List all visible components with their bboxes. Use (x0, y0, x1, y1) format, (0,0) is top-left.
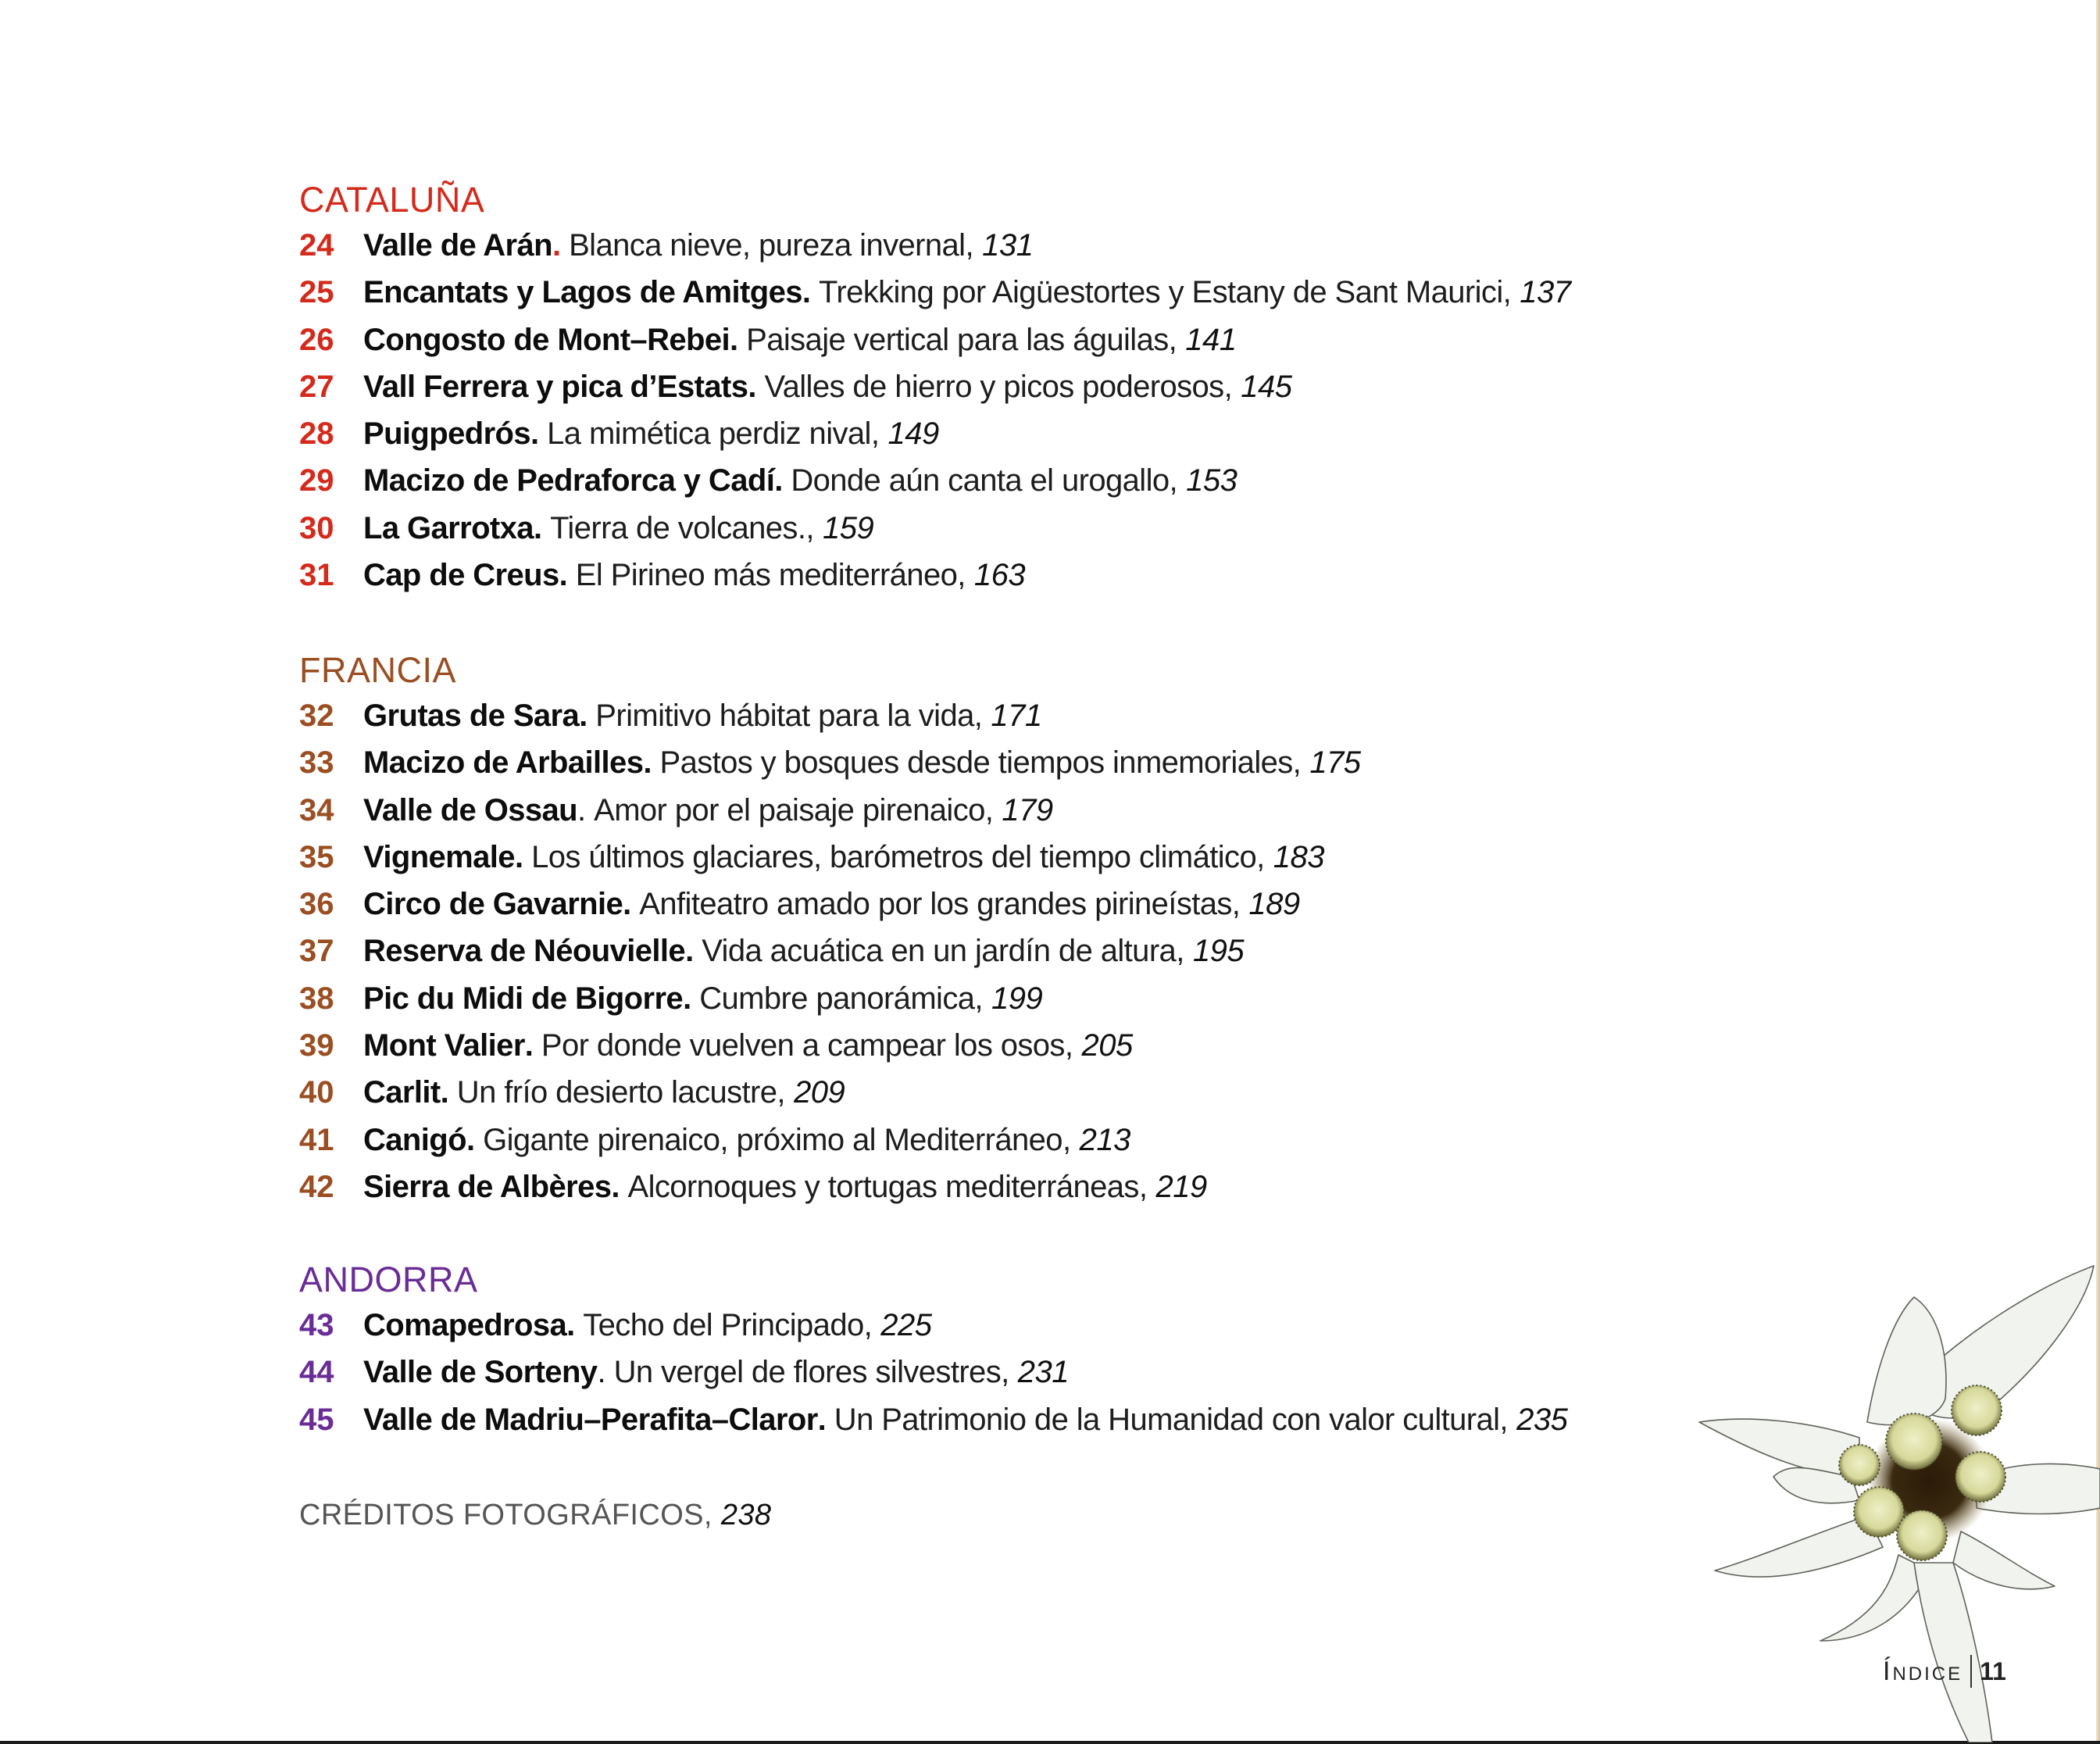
entry-title: Congosto de Mont–Rebei (363, 322, 730, 357)
entry-number: 31 (299, 558, 334, 593)
entry-number: 39 (299, 1028, 334, 1063)
entry-title: Pic du Midi de Bigorre (363, 981, 684, 1016)
entry-page: 153 (1186, 463, 1238, 499)
entry-dot: . (552, 228, 562, 263)
entry-page: 231 (1017, 1355, 1069, 1390)
entry-title: Grutas de Sara (363, 699, 580, 733)
entry-title: Mont Valier (363, 1028, 525, 1063)
section-francia (299, 649, 1361, 1210)
entry-dot: . (802, 275, 811, 310)
entry-description: Por donde vuelven a campear los osos, (541, 1028, 1073, 1063)
entry-dot: . (623, 887, 632, 922)
entry-page: 145 (1241, 369, 1292, 404)
toc-entry[interactable] (299, 552, 1571, 599)
entry-number: 28 (299, 416, 334, 452)
entry-dot: . (685, 934, 695, 969)
entry-number: 42 (299, 1169, 334, 1204)
entry-page: 209 (794, 1075, 845, 1110)
toc-entry[interactable] (299, 1022, 1361, 1069)
entry-description: Los últimos glaciares, barómetros del tiempo climático, (531, 839, 1265, 874)
entry-number: 26 (299, 322, 334, 357)
entry-dot: . (533, 510, 543, 545)
entry-title: La Garrotxa (363, 510, 534, 545)
entry-number: 40 (299, 1075, 334, 1110)
entry-page: 235 (1516, 1402, 1568, 1437)
toc-entry[interactable] (299, 269, 1571, 316)
entry-page: 131 (982, 228, 1034, 263)
entry-title: Valle de Madriu–Perafita–Claror (363, 1402, 818, 1437)
entry-description: Amor por el paisaje pirenaico, (594, 792, 994, 827)
entry-title: Encantats y Lagos de Amitges (363, 275, 802, 310)
toc-entry[interactable] (299, 834, 1361, 881)
toc-entry[interactable] (299, 1163, 1361, 1210)
photo-credits-entry[interactable] (299, 1499, 771, 1532)
entry-number: 29 (299, 463, 334, 499)
entry-page: 189 (1248, 887, 1300, 922)
entry-page: 225 (880, 1308, 932, 1342)
entry-page: 199 (991, 981, 1043, 1016)
toc-entry[interactable] (299, 787, 1361, 834)
entry-number: 25 (299, 275, 334, 310)
entry-dot: . (683, 981, 692, 1016)
toc-entry[interactable] (299, 1302, 1567, 1349)
credits-page: 238 (720, 1499, 772, 1531)
entry-description: Alcornoques y tortugas mediterráneas, (627, 1169, 1148, 1204)
entry-title: Valle de Sorteny (363, 1355, 598, 1390)
entry-number: 30 (299, 510, 334, 545)
entry-description: Trekking por Aigüestortes y Estany de Sant Maurici, (819, 275, 1512, 310)
entry-dot: . (440, 1075, 449, 1110)
entry-title: Macizo de Pedraforca y Cadí (363, 463, 775, 499)
entry-page: 195 (1192, 934, 1245, 969)
toc-entry[interactable] (299, 316, 1571, 363)
entry-description: Primitivo hábitat para la vida, (595, 699, 983, 733)
entry-title: Valle de Arán (363, 228, 552, 263)
toc-entry[interactable] (299, 881, 1361, 927)
toc-entry[interactable] (299, 975, 1361, 1022)
entry-page: 205 (1081, 1028, 1133, 1063)
section-heading: ANDORRA (299, 1260, 478, 1299)
toc-entry[interactable] (299, 505, 1571, 552)
entry-page: 213 (1079, 1122, 1130, 1157)
section-andorra (299, 1258, 1567, 1443)
entry-dot: . (730, 322, 739, 357)
entry-dot: . (524, 1028, 534, 1063)
entry-number: 37 (299, 934, 334, 969)
entry-number: 32 (299, 699, 334, 733)
entry-title: Puigpedrós (363, 416, 531, 452)
toc-entry[interactable] (299, 1117, 1361, 1163)
entry-title: Macizo de Arbailles (363, 745, 644, 781)
entry-page: 219 (1155, 1169, 1207, 1204)
footer-section-label: Índice (1883, 1656, 1963, 1686)
entry-page: 149 (888, 416, 939, 452)
entry-description: Vida acuática en un jardín de altura, (702, 934, 1184, 969)
entry-description: Un frío desierto lacustre, (456, 1075, 785, 1110)
entry-title: Cap de Creus (363, 558, 559, 593)
entry-description: Cumbre panorámica, (699, 981, 983, 1016)
entry-page: 183 (1273, 839, 1324, 874)
entry-description: Pastos y bosques desde tiempos inmemoriales, (659, 745, 1302, 781)
entry-page: 141 (1185, 322, 1237, 357)
entry-dot: . (774, 463, 784, 499)
entry-dot: . (577, 792, 587, 827)
entry-description: Blanca nieve, pureza invernal, (569, 228, 973, 263)
entry-page: 137 (1520, 275, 1571, 310)
entry-description: Donde aún canta el urogallo, (791, 463, 1178, 499)
entry-list (299, 222, 1571, 599)
entry-dot: . (817, 1402, 827, 1437)
toc-entry[interactable] (299, 927, 1361, 974)
entry-title: Vall Ferrera y pica d’Estats (363, 369, 748, 404)
entry-number: 35 (299, 839, 334, 874)
entry-number: 27 (299, 369, 334, 404)
toc-entry[interactable] (299, 739, 1361, 786)
toc-entry[interactable] (299, 1069, 1361, 1116)
section-heading: CATALUÑA (299, 180, 485, 220)
footer-divider (1970, 1655, 1972, 1688)
entry-dot: . (514, 839, 524, 874)
entry-dot: . (566, 1308, 576, 1342)
entry-number: 38 (299, 981, 334, 1016)
entry-title: Sierra de Albères (363, 1169, 612, 1204)
entry-title: Canigó (363, 1122, 466, 1157)
toc-entry[interactable] (299, 457, 1571, 504)
entry-title: Circo de Gavarnie (363, 887, 623, 922)
section-heading: FRANCIA (299, 650, 457, 690)
entry-number: 36 (299, 887, 334, 922)
entry-page: 175 (1309, 745, 1361, 781)
entry-description: Gigante pirenaico, próximo al Mediterráneo, (483, 1122, 1071, 1157)
entry-number: 45 (299, 1402, 334, 1437)
entry-description: Un Patrimonio de la Humanidad con valor cultural, (834, 1402, 1508, 1437)
entry-description: Techo del Principado, (583, 1308, 873, 1342)
entry-title: Reserva de Néouvielle (363, 934, 686, 969)
entry-dot: . (530, 416, 540, 452)
entry-page: 179 (1002, 792, 1053, 827)
entry-page: 159 (822, 510, 874, 545)
entry-number: 41 (299, 1122, 334, 1157)
credits-label: CRÉDITOS FOTOGRÁFICOS, (299, 1499, 712, 1531)
toc-entry[interactable] (299, 1349, 1567, 1396)
entry-page: 163 (973, 558, 1026, 593)
entry-title: Carlit (363, 1075, 441, 1110)
entry-description: La mimética perdiz nival, (547, 416, 880, 452)
toc-entry[interactable] (299, 410, 1571, 457)
page-footer (1883, 1655, 2006, 1688)
entry-number: 44 (299, 1355, 334, 1390)
toc-entry[interactable] (299, 692, 1361, 739)
entry-dot: . (611, 1169, 620, 1204)
entry-number: 34 (299, 792, 334, 827)
entry-list (299, 1302, 1567, 1443)
entry-dot: . (748, 369, 757, 404)
entry-number: 43 (299, 1308, 334, 1342)
entry-dot: . (466, 1122, 476, 1157)
entry-list (299, 692, 1361, 1210)
entry-dot: . (597, 1355, 606, 1390)
entry-dot: . (579, 699, 588, 733)
toc-entry[interactable] (299, 363, 1571, 410)
entry-number: 24 (299, 228, 334, 263)
entry-description: Valles de hierro y picos poderosos, (764, 369, 1233, 404)
section-cataluna (299, 178, 1571, 599)
page-number: 11 (1980, 1656, 2006, 1685)
entry-page: 171 (991, 699, 1042, 733)
entry-description: El Pirineo más mediterráneo, (575, 558, 966, 593)
entry-description: Anfiteatro amado por los grandes pirineístas, (639, 887, 1241, 922)
entry-description: Tierra de volcanes., (550, 510, 814, 545)
entry-dot: . (559, 558, 568, 593)
entry-title: Vignemale (363, 839, 515, 874)
entry-description: Un vergel de flores silvestres, (613, 1355, 1009, 1390)
entry-description: Paisaje vertical para las águilas, (746, 322, 1177, 357)
entry-title: Comapedrosa (363, 1308, 567, 1342)
toc-entry[interactable] (299, 222, 1571, 269)
entry-title: Valle de Ossau (363, 792, 577, 827)
entry-number: 33 (299, 745, 334, 781)
toc-entry[interactable] (299, 1396, 1567, 1443)
entry-dot: . (643, 745, 652, 781)
